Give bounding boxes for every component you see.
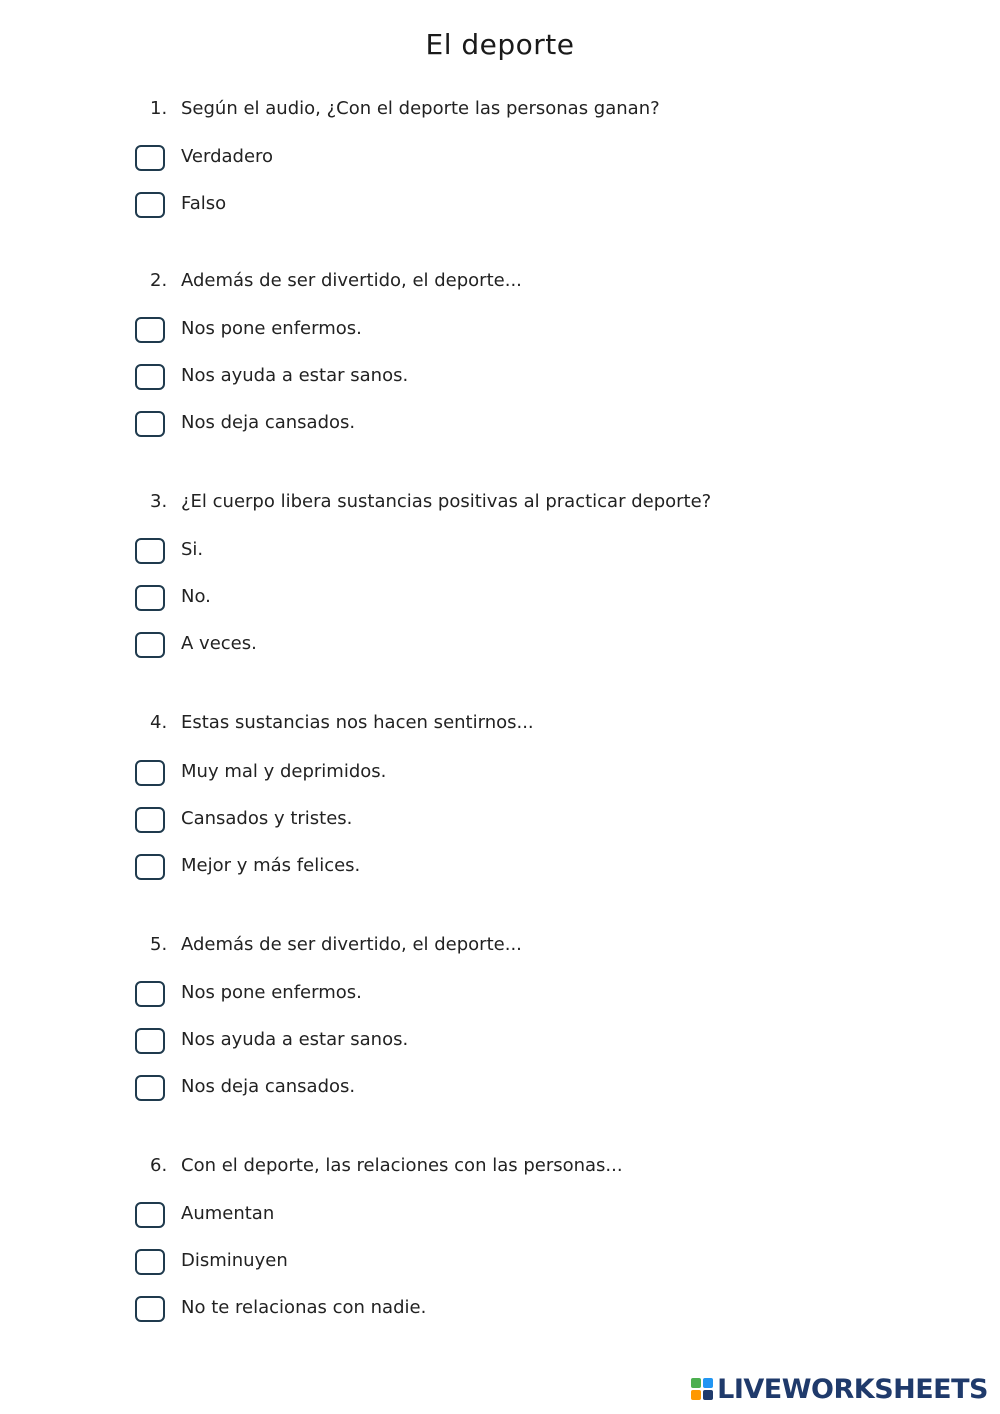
- question-5: [150, 934, 522, 955]
- option-label: Nos deja cansados.: [181, 412, 356, 433]
- question-text: Según el audio, ¿Con el deporte las personas ganan?: [181, 98, 660, 119]
- answer-checkbox[interactable]: [135, 760, 165, 786]
- option-label: Nos pone enfermos.: [181, 982, 362, 1003]
- option-label: No te relacionas con nadie.: [181, 1297, 427, 1318]
- question-number: 6.: [150, 1155, 168, 1176]
- answer-checkbox[interactable]: [135, 192, 165, 218]
- option-label: No.: [181, 586, 211, 607]
- option-label: Si.: [181, 539, 204, 560]
- option-label: Aumentan: [181, 1203, 275, 1224]
- option-label: Nos ayuda a estar sanos.: [181, 365, 409, 386]
- question-number: 1.: [150, 98, 168, 119]
- question-number: 5.: [150, 934, 168, 955]
- option-label: Verdadero: [181, 146, 274, 167]
- question-number: 3.: [150, 491, 168, 512]
- answer-checkbox[interactable]: [135, 585, 165, 611]
- answer-checkbox[interactable]: [135, 1249, 165, 1275]
- question-text: Además de ser divertido, el deporte...: [181, 934, 522, 955]
- answer-checkbox[interactable]: [135, 411, 165, 437]
- answer-checkbox[interactable]: [135, 1202, 165, 1228]
- liveworksheets-logo: [691, 1374, 988, 1404]
- question-text: Además de ser divertido, el deporte...: [181, 270, 522, 291]
- answer-checkbox[interactable]: [135, 145, 165, 171]
- question-number: 2.: [150, 270, 168, 291]
- answer-checkbox[interactable]: [135, 981, 165, 1007]
- option-label: Nos deja cansados.: [181, 1076, 356, 1097]
- question-number: 4.: [150, 712, 168, 733]
- answer-checkbox[interactable]: [135, 1028, 165, 1054]
- answer-checkbox[interactable]: [135, 854, 165, 880]
- question-text: Con el deporte, las relaciones con las personas...: [181, 1155, 623, 1176]
- option-label: Mejor y más felices.: [181, 855, 361, 876]
- answer-checkbox[interactable]: [135, 1075, 165, 1101]
- question-6: [150, 1155, 623, 1176]
- answer-checkbox[interactable]: [135, 317, 165, 343]
- question-2: [150, 270, 522, 291]
- page-title: El deporte: [425, 28, 575, 61]
- answer-checkbox[interactable]: [135, 538, 165, 564]
- option-label: Nos ayuda a estar sanos.: [181, 1029, 409, 1050]
- answer-checkbox[interactable]: [135, 364, 165, 390]
- question-3: [150, 491, 711, 512]
- question-1: [150, 98, 660, 119]
- logo-text: LIVEWORKSHEETS: [717, 1373, 988, 1405]
- option-label: Nos pone enfermos.: [181, 318, 362, 339]
- option-label: A veces.: [181, 633, 257, 654]
- option-label: Disminuyen: [181, 1250, 288, 1271]
- question-text: Estas sustancias nos hacen sentirnos...: [181, 712, 534, 733]
- question-4: [150, 712, 534, 733]
- option-label: Falso: [181, 193, 227, 214]
- answer-checkbox[interactable]: [135, 632, 165, 658]
- question-text: ¿El cuerpo libera sustancias positivas al practicar deporte?: [181, 491, 712, 512]
- option-label: Muy mal y deprimidos.: [181, 761, 387, 782]
- answer-checkbox[interactable]: [135, 807, 165, 833]
- option-label: Cansados y tristes.: [181, 808, 353, 829]
- logo-grid-icon: [691, 1378, 713, 1400]
- answer-checkbox[interactable]: [135, 1296, 165, 1322]
